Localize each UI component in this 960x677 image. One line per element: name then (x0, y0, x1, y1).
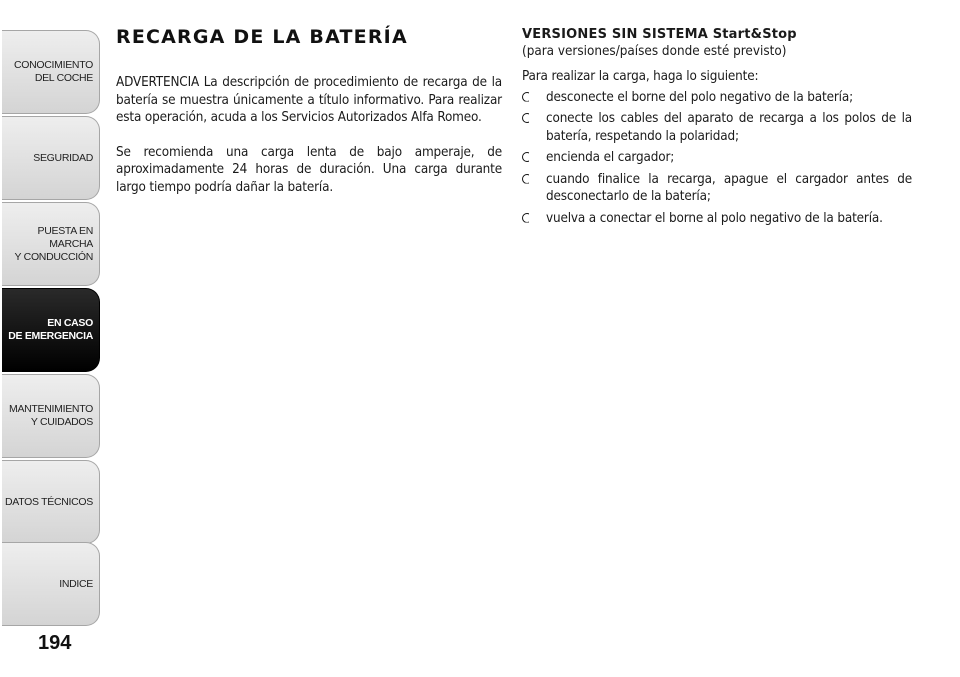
left-column (116, 26, 502, 196)
steps-list (522, 89, 912, 228)
list-item (522, 89, 912, 107)
bullet-icon (522, 152, 532, 162)
tab-seguridad[interactable]: SEGURIDAD (2, 116, 100, 200)
right-column (522, 26, 912, 231)
warning-paragraph: ADVERTENCIA La descripción de procedimiento de recarga de la batería se muestra únicamente a título informativo. Para realizar esta operación, acuda a los Servicios Autorizados Alfa Romeo. (116, 75, 502, 125)
recommendation-paragraph: Se recomienda una carga lenta de bajo amperaje, de aproximadamente 24 horas de duración. Una carga durante largo tiempo podría dañar la batería. (116, 144, 502, 195)
tab-en-caso-de-emergencia[interactable]: EN CASO DE EMERGENCIA (2, 288, 100, 372)
page-number: 194 (38, 632, 72, 654)
page-title: RECARGA DE LA BATERÍA (116, 26, 408, 48)
list-item (522, 210, 912, 228)
bullet-icon (522, 92, 532, 102)
bullet-icon (522, 113, 532, 123)
bullet-icon (522, 174, 532, 184)
bullet-icon (522, 213, 532, 223)
step-text: vuelva a conectar el borne al polo negativo de la batería. (546, 210, 883, 226)
section-heading: VERSIONES SIN SISTEMA Start&Stop (522, 27, 797, 42)
section-subheading: (para versiones/países donde esté previsto) (522, 44, 787, 59)
tab-datos-tecnicos[interactable]: DATOS TÉCNICOS (2, 460, 100, 544)
list-item (522, 110, 912, 145)
step-text: encienda el cargador; (546, 150, 675, 165)
step-text: cuando finalice la recarga, apague el cargador antes de desconectarlo de la batería; (546, 171, 912, 204)
tab-indice[interactable]: INDICE (2, 542, 100, 626)
tab-puesta-en-marcha[interactable]: PUESTA EN MARCHA Y CONDUCCIÓN (2, 202, 100, 286)
step-text: desconecte el borne del polo negativo de la batería; (546, 89, 853, 105)
step-text: conecte los cables del aparato de recarga a los polos de la batería, respetando la polaridad; (546, 111, 912, 144)
list-item (522, 149, 912, 167)
list-item (522, 171, 912, 206)
tab-mantenimiento[interactable]: MANTENIMIENTO Y CUIDADOS (2, 374, 100, 458)
tab-conocimiento-del-coche[interactable]: CONOCIMIENTO DEL COCHE (2, 30, 100, 114)
intro-text: Para realizar la carga, haga lo siguiente: (522, 69, 759, 84)
